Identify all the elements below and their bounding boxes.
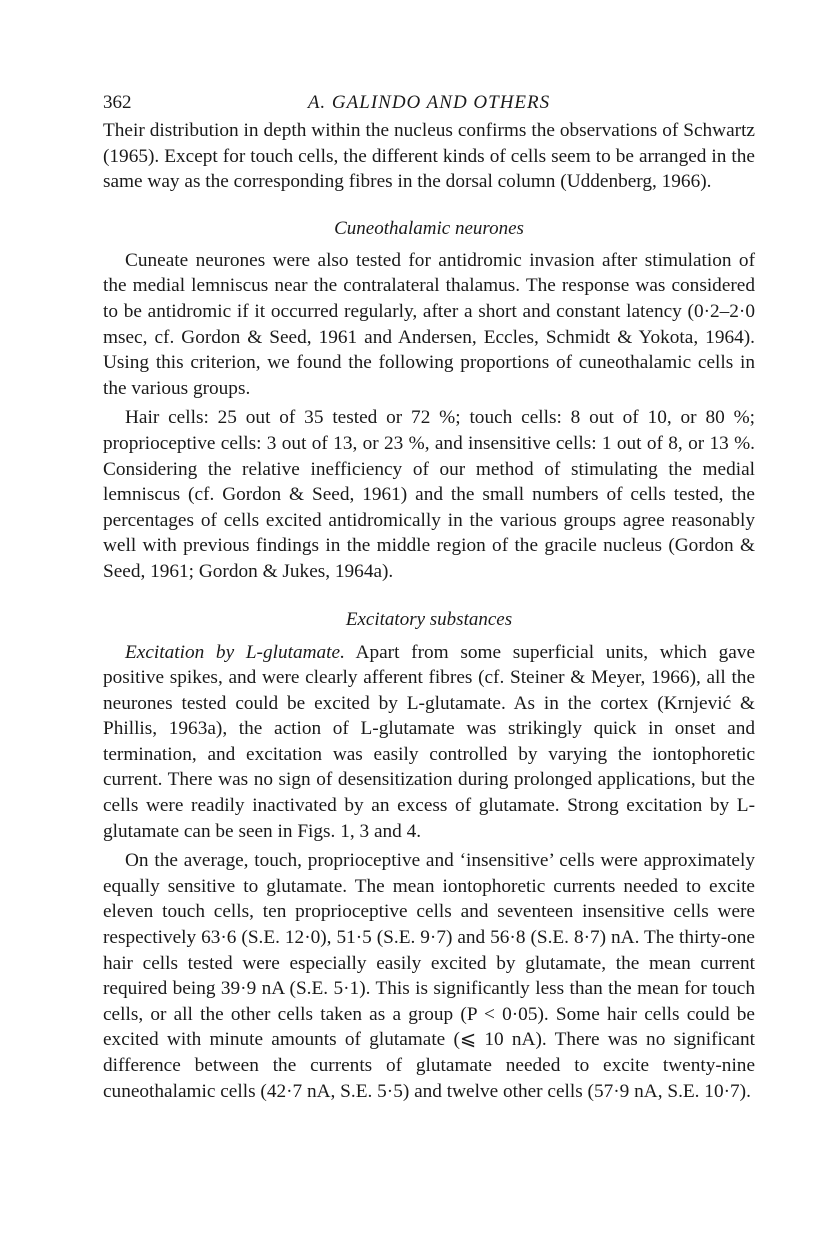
paragraph-lead-in: Excitation by L-glutamate. [125, 641, 345, 663]
intro-paragraph: Their distribution in depth within the nucleus confirms the observations of Schwartz (1965). Except for touch cells, the different kinds of cells seem to be arranged in the same way as the corresponding fibres in the dorsal column (Uddenberg, 1966). [103, 120, 755, 193]
excitatory-paragraph-1 [103, 640, 755, 845]
running-head-title: A. GALINDO AND OTHERS [307, 92, 551, 113]
excitatory-paragraph-2: On the average, touch, proprioceptive and ‘insensitive’ cells were approximately equally sensitive to glutamate. The mean iontophoretic currents needed to excite eleven touch cells, ten proprioceptive cells and seventeen insensitive cells were respectively 63·6 (S.E. 12·0), 51·5 (S.E. 9·7) and 56·8 (S.E. 8·7) nA. The thirty-one hair cells tested were especially easily excited by glutamate, the mean current required being 39·9 nA (S.E. 5·1). This is significantly less than the mean for touch cells, or all the other cells taken as a group (P < 0·05). Some hair cells could be excited with minute amounts of glutamate (⩽ 10 nA). There was no significant difference between the currents of glutamate needed to excite twenty-nine cuneothalamic cells (42·7 nA, S.E. 5·5) and twelve other cells (57·9 nA, S.E. 10·7). [103, 850, 755, 1102]
section-heading-cuneothalamic: Cuneothalamic neurones [334, 217, 524, 239]
cuneothalamic-paragraph-1: Cuneate neurones were also tested for antidromic invasion after stimulation of the medial lemniscus near the contralateral thalamus. The response was considered to be antidromic if it occurred regularly, after a short and constant latency (0·2–2·0 msec, cf. Gordon & Seed, 1961 and Andersen, Eccles, Schmidt & Yokota, 1964). Using this criterion, we found the following proportions of cuneothalamic cells in the various groups. [103, 249, 755, 399]
section-heading-excitatory: Excitatory substances [345, 608, 513, 630]
running-header [103, 88, 755, 118]
cuneothalamic-paragraph-2: Hair cells: 25 out of 35 tested or 72 %; touch cells: 8 out of 10, or 80 %; proprioceptive cells: 3 out of 13, or 23 %, and insensitive cells: 1 out of 8, or 13 %. Considering the relative inefficiency of our method of stimulating the medial lemniscus (cf. Gordon & Seed, 1961) and the small numbers of cells tested, the percentages of cells excited antidromically in the various groups agree reasonably well with previous findings in the middle region of the gracile nucleus (Gordon & Seed, 1961; Gordon & Jukes, 1964a). [103, 407, 755, 582]
page-number: 362 [103, 92, 132, 113]
paragraph-body: Apart from some superficial units, which gave positive spikes, and were clearly afferent fibres (cf. Steiner & Meyer, 1966), all the neurones tested could be excited by L-glutamate. As in the cortex (Krnjević & Phillis, 1963a), the action of L-glutamate was strikingly quick in onset and termination, and excitation was easily controlled by varying the iontophoretic current. There was no sign of desensitization during prolonged applications, but the cells were readily inactivated by an excess of glutamate. Strong excitation by L-glutamate can be seen in Figs. 1, 3 and 4. [103, 641, 756, 842]
page-body [103, 88, 755, 1104]
